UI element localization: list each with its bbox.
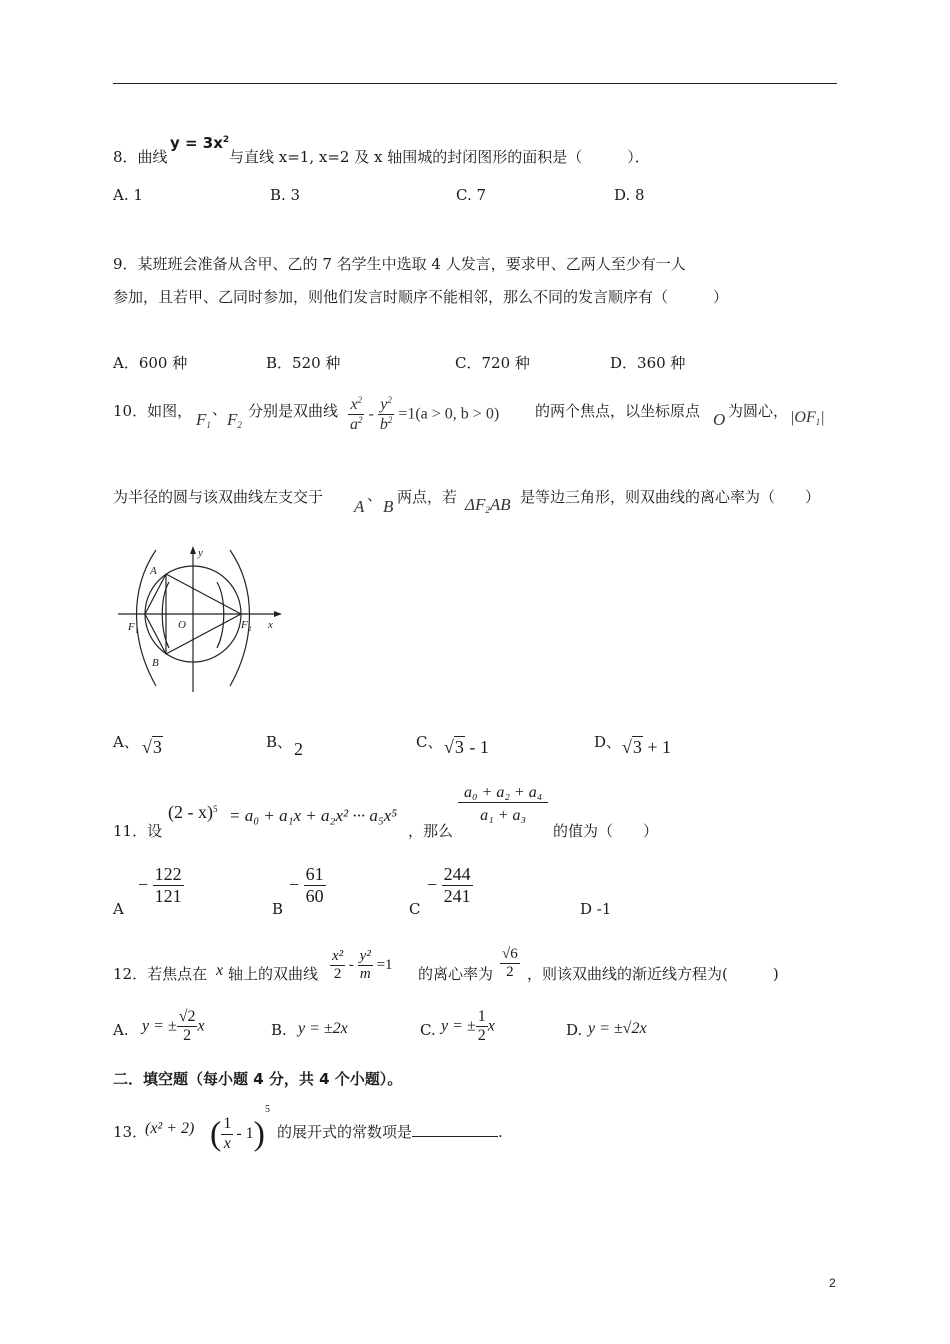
- q13-bracket: ( $\frac{1}{x}$ - 1)$^5$: [210, 1104, 270, 1153]
- q10-figure: [110, 538, 290, 694]
- q12-equation: $\frac{\text{x²}}{2}$ - $\frac{\text{y²}}{m}$ =1: [332, 948, 393, 983]
- q10-f1: $F_1$: [196, 410, 211, 430]
- q12-option-c: y = ± $\frac{1}{2}$ x: [441, 1008, 495, 1045]
- q8-formula: $y = 3x^2$: [170, 134, 230, 152]
- figure-y-arrow: [190, 546, 196, 554]
- q11-option-d: D -1: [580, 900, 612, 918]
- q13-answer-blank[interactable]: [412, 1124, 498, 1137]
- figure-label-f2: F: [241, 619, 248, 631]
- q12-eccentricity: $\frac{√6}{2}$: [502, 946, 518, 981]
- q10-text-2: 分别是双曲线: [248, 402, 339, 420]
- q10-text-3: 的两个焦点，以坐标原点: [535, 402, 701, 420]
- figure-label-o: O: [178, 619, 186, 631]
- q12-intro: 12．若焦点在: [113, 965, 208, 983]
- q10-hyperbola-equation: $\frac{x^2}{a^2}$ - $\frac{y^2}{b^2}$ =1(a > 0, b > 0): [350, 395, 500, 434]
- q12-option-a: y = ± $\frac{√2}{2}$ x: [142, 1008, 205, 1045]
- q10-line-2c: 是等边三角形，则双曲线的离心率为（ ）: [520, 488, 821, 506]
- figure-label-y: y: [198, 547, 203, 559]
- page-number: 2: [829, 1276, 836, 1290]
- q11-mid: ，那么: [408, 822, 454, 840]
- q11-fraction: $\frac{\text{a₀ + a₂ + a₄}}{\text{a₁ + a₃}}$: [458, 784, 548, 826]
- q8-option-a: A. 1: [113, 186, 143, 204]
- q8-option-b: B. 3: [270, 186, 301, 204]
- header-rule: [113, 83, 837, 84]
- q11-option-b-label: B: [272, 900, 284, 918]
- q12-tail: ，则该双曲线的渐近线方程为( ): [527, 965, 779, 983]
- q10-option-a: √3: [142, 737, 162, 757]
- q10-line-2b: 两点，若: [397, 488, 458, 506]
- q9-option-b: B．520 种: [266, 354, 341, 372]
- q10-f2: $F_2$: [227, 410, 242, 430]
- q13-tail: 的展开式的常数项是 .: [277, 1123, 503, 1141]
- q11-option-a: − $\frac{122}{121}$: [138, 864, 182, 906]
- q12-mid-2: 的离心率为: [418, 965, 494, 983]
- figure-label-x: x: [268, 619, 273, 631]
- q10-option-b: 2: [294, 739, 303, 759]
- figure-label-f1: F: [128, 621, 135, 633]
- q11-intro: 11．设: [113, 822, 163, 840]
- figure-x-arrow: [274, 611, 282, 617]
- section-2-heading: 二．填空题（每小题 4 分，共 4 个小题）。: [113, 1070, 403, 1088]
- q10-separator-2: 、: [367, 486, 383, 504]
- figure-label-f1-sub: 1: [135, 627, 139, 635]
- q11-option-a-label: A: [113, 900, 124, 918]
- q10-point-b: B: [383, 497, 394, 516]
- q10-option-d-label: D、: [594, 733, 622, 751]
- q10-separator: 、: [212, 400, 228, 418]
- q9-option-d: D．360 种: [610, 354, 686, 372]
- q11-lhs: (2 - x)$^5$: [168, 802, 218, 822]
- q8-text: 8．曲线: [113, 148, 168, 166]
- q10-option-b-label: B、: [266, 733, 293, 751]
- q11-option-c-label: C: [409, 900, 421, 918]
- q11-tail: 的值为（ ）: [553, 822, 659, 840]
- q8-option-d: D. 8: [614, 186, 645, 204]
- figure-hyperbola-right-inner: [217, 582, 224, 648]
- q10-option-a-label: A、: [113, 733, 139, 751]
- q10-text-4: 为圆心，: [728, 402, 789, 420]
- q11-rhs: = a₀ + a₁x + a₂x² ··· a₅x⁵: [229, 806, 398, 825]
- q12-option-d: y = ±√2x: [588, 1020, 647, 1037]
- figure-label-f2-sub: 2: [248, 625, 252, 633]
- q10-option-c-label: C、: [416, 733, 443, 751]
- q11-option-b: − $\frac{61}{60}$: [289, 864, 324, 906]
- q10-triangle: $\Delta F_2AB$: [465, 495, 511, 515]
- q12-axis: x: [216, 962, 224, 979]
- figure-segment-af2: [166, 574, 241, 614]
- q12-option-a-label: A.: [113, 1021, 129, 1039]
- q12-option-c-label: C.: [420, 1021, 436, 1039]
- q11-option-c: − $\frac{244}{241}$: [427, 864, 471, 906]
- q8-option-c: C. 7: [456, 186, 487, 204]
- q10-intro: 10．如图，: [113, 402, 193, 420]
- q10-abs-of1: $|OF_1|$: [790, 409, 825, 427]
- figure-label-b: B: [152, 657, 159, 669]
- q9-option-c: C．720 种: [455, 354, 530, 372]
- q9-line-2: 参加，且若甲、乙同时参加，则他们发言时顺序不能相邻，那么不同的发言顺序有（ ）: [113, 288, 729, 306]
- figure-label-a: A: [150, 565, 157, 577]
- q10-point-a: A: [354, 497, 365, 516]
- q10-origin: O: [713, 410, 726, 429]
- q12-option-d-label: D.: [566, 1021, 583, 1039]
- q12-option-b: y = ±2x: [298, 1020, 348, 1037]
- q9-line-1: 9．某班班会准备从含甲、乙的 7 名学生中选取 4 人发言，要求甲、乙两人至少有一人: [113, 255, 686, 273]
- q13-num: 13．: [113, 1123, 148, 1141]
- q12-mid: 轴上的双曲线: [228, 965, 319, 983]
- q8-text-rest: 与直线 x=1, x=2 及 x 轴围城的封闭图形的面积是（ ）．: [229, 148, 650, 166]
- q10-option-c: √3 - 1: [444, 737, 489, 757]
- q13-factor: (x² + 2): [145, 1120, 195, 1137]
- q9-option-a: A．600 种: [113, 354, 188, 372]
- q10-option-d: √3 + 1: [622, 737, 672, 757]
- q10-line-2a: 为半径的圆与该双曲线左支交于: [113, 488, 324, 506]
- q12-option-b-label: B.: [271, 1021, 287, 1039]
